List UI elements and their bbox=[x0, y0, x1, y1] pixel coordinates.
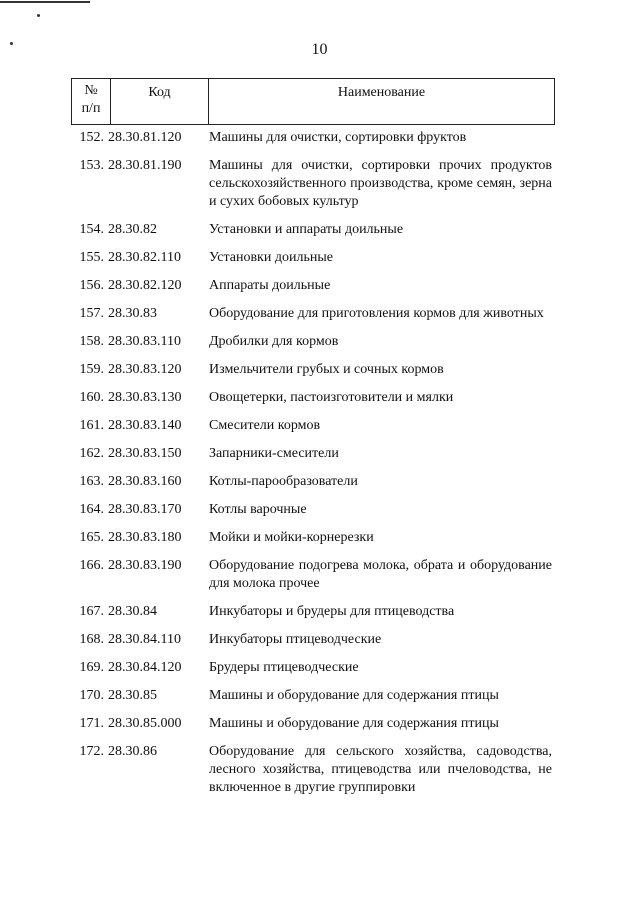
row-name: Котлы варочные bbox=[209, 502, 307, 517]
table-row bbox=[0, 631, 639, 649]
row-code: 28.30.85 bbox=[108, 688, 157, 703]
row-number: 169. bbox=[79, 660, 104, 675]
row-code: 28.30.82.120 bbox=[108, 278, 182, 293]
scan-line-top-left bbox=[0, 1, 90, 3]
table-row bbox=[0, 687, 639, 705]
row-code: 28.30.83.120 bbox=[108, 362, 182, 377]
table-row bbox=[0, 221, 639, 239]
row-number: 171. bbox=[79, 716, 104, 731]
row-code: 28.30.83.150 bbox=[108, 446, 182, 461]
row-code: 28.30.86 bbox=[108, 744, 157, 759]
row-name: Установки и аппараты доильные bbox=[209, 222, 404, 237]
row-code: 28.30.84.110 bbox=[108, 632, 181, 647]
row-number: 170. bbox=[79, 688, 104, 703]
table-row bbox=[0, 445, 639, 463]
table-body bbox=[0, 129, 639, 807]
table-row bbox=[0, 157, 639, 211]
row-name: Машины и оборудование для содержания птицы bbox=[209, 716, 499, 731]
row-number: 154. bbox=[79, 222, 104, 237]
table-row bbox=[0, 603, 639, 621]
table-header bbox=[71, 78, 555, 125]
row-number: 164. bbox=[79, 502, 104, 517]
row-number: 165. bbox=[79, 530, 104, 545]
row-name: Оборудование подогрева молока, обрата и оборудование для молока прочее bbox=[209, 558, 552, 591]
row-name: Овощетерки, пастоизготовители и мялки bbox=[209, 390, 454, 405]
row-code: 28.30.82 bbox=[108, 222, 157, 237]
table-row bbox=[0, 129, 639, 147]
table-row bbox=[0, 417, 639, 435]
row-name: Запарники-смесители bbox=[209, 446, 339, 461]
table-row bbox=[0, 277, 639, 295]
table-row bbox=[0, 743, 639, 797]
row-code: 28.30.83.160 bbox=[108, 474, 182, 489]
row-number: 158. bbox=[79, 334, 104, 349]
table-row bbox=[0, 249, 639, 267]
page-number: 10 bbox=[311, 41, 328, 58]
row-code: 28.30.81.190 bbox=[108, 158, 182, 173]
row-code: 28.30.81.120 bbox=[108, 130, 182, 145]
row-code: 28.30.84.120 bbox=[108, 660, 182, 675]
row-name: Машины и оборудование для содержания птицы bbox=[209, 688, 499, 703]
row-number: 160. bbox=[79, 390, 104, 405]
header-number-symbol: № bbox=[84, 83, 98, 98]
row-name: Аппараты доильные bbox=[209, 278, 331, 293]
header-number-column bbox=[72, 79, 111, 124]
row-name: Оборудование для приготовления кормов для животных bbox=[209, 306, 544, 321]
table-row bbox=[0, 557, 639, 593]
row-name: Котлы-парообразователи bbox=[209, 474, 358, 489]
row-number: 163. bbox=[79, 474, 104, 489]
row-number: 166. bbox=[79, 558, 104, 573]
row-name: Оборудование для сельского хозяйства, садоводства, лесного хозяйства, птицеводства или пчеловодства, не включенное в другие группировки bbox=[209, 744, 552, 795]
row-code: 28.30.83.110 bbox=[108, 334, 181, 349]
row-number: 168. bbox=[79, 632, 104, 647]
row-number: 167. bbox=[79, 604, 104, 619]
row-code: 28.30.84 bbox=[108, 604, 157, 619]
row-code: 28.30.83.180 bbox=[108, 530, 182, 545]
table-row bbox=[0, 333, 639, 351]
row-code: 28.30.83.190 bbox=[108, 558, 182, 573]
row-code: 28.30.85.000 bbox=[108, 716, 182, 731]
scan-dot bbox=[37, 14, 40, 17]
table-row bbox=[0, 715, 639, 733]
row-code: 28.30.83.130 bbox=[108, 390, 182, 405]
row-name: Инкубаторы и брудеры для птицеводства bbox=[209, 604, 455, 619]
row-number: 152. bbox=[79, 130, 104, 145]
row-name: Машины для очистки, сортировки фруктов bbox=[209, 130, 467, 145]
row-number: 162. bbox=[79, 446, 104, 461]
row-number: 155. bbox=[79, 250, 104, 265]
row-number: 159. bbox=[79, 362, 104, 377]
row-number: 153. bbox=[79, 158, 104, 173]
row-name: Мойки и мойки-корнерезки bbox=[209, 530, 374, 545]
row-number: 172. bbox=[79, 744, 104, 759]
row-number: 157. bbox=[79, 306, 104, 321]
row-number: 161. bbox=[79, 418, 104, 433]
table-row bbox=[0, 659, 639, 677]
header-name-column: Наименование bbox=[337, 85, 426, 100]
row-code: 28.30.83.140 bbox=[108, 418, 182, 433]
row-name: Смесители кормов bbox=[209, 418, 321, 433]
row-number: 156. bbox=[79, 278, 104, 293]
row-code: 28.30.83 bbox=[108, 306, 157, 321]
row-name: Измельчители грубых и сочных кормов bbox=[209, 362, 444, 377]
table-row bbox=[0, 389, 639, 407]
header-number-abbrev: п/п bbox=[81, 101, 101, 116]
table-row bbox=[0, 473, 639, 491]
header-code-column: Код bbox=[111, 79, 209, 124]
row-code: 28.30.83.170 bbox=[108, 502, 182, 517]
row-name: Установки доильные bbox=[209, 250, 333, 265]
table-row bbox=[0, 529, 639, 547]
row-code: 28.30.82.110 bbox=[108, 250, 181, 265]
row-name: Инкубаторы птицеводческие bbox=[209, 632, 382, 647]
row-name: Брудеры птицеводческие bbox=[209, 660, 359, 675]
table-row bbox=[0, 361, 639, 379]
table-row bbox=[0, 501, 639, 519]
row-name: Дробилки для кормов bbox=[209, 334, 339, 349]
row-name: Машины для очистки, сортировки прочих продуктов сельскохозяйственного производства, кроме семян, зерна и сухих бобовых культур bbox=[209, 158, 552, 209]
table-row bbox=[0, 305, 639, 323]
